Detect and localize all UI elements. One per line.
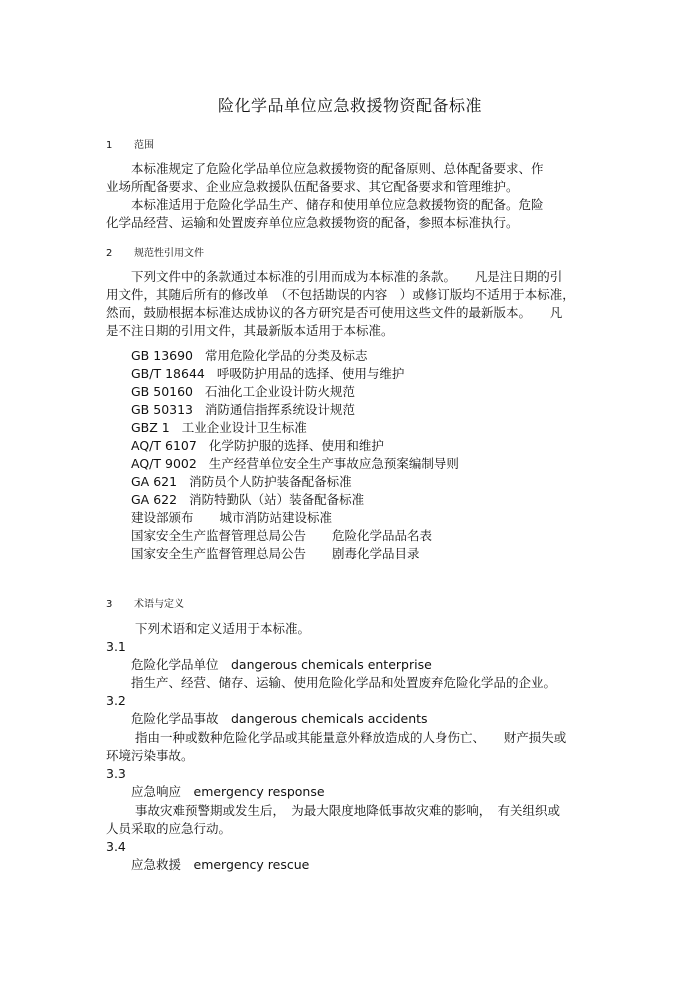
reference-code: AQ/T 6107 [131, 438, 197, 453]
reference-item [131, 544, 420, 562]
reference-code: GB 13690 [131, 348, 193, 363]
term-number: 3.2 [106, 693, 126, 708]
reference-name: 工业企业设计卫生标准 [181, 420, 307, 435]
reference-code: GB/T 18644 [131, 366, 205, 381]
reference-name: 消防员个人防护装备配备标准 [189, 474, 352, 489]
normative-line4: 是不注日期的引用文件，其最新版本适用于本标准。 [106, 323, 394, 338]
reference-code: 国家安全生产监督管理总局公告 [131, 528, 307, 543]
reference-code: 建设部颁布 [131, 510, 194, 525]
term-number: 3.4 [106, 839, 126, 854]
reference-name: 化学防护服的选择、使用和维护 [208, 438, 384, 453]
reference-code: GB 50313 [131, 402, 193, 417]
reference-item [131, 472, 352, 490]
reference-name: 剧毒化学品目录 [332, 546, 420, 561]
scope-para2-line1: 本标准适用于危险化学品生产、储存和使用单位应急救援物资的配备。危险 [131, 197, 544, 212]
term-definition: 事故灾难预警期或发生后， 为最大限度地降低事故灾难的影响， 有关组织或 [135, 803, 561, 818]
section-1-heading [106, 136, 154, 151]
normative-line1: 下列文件中的条款通过本标准的引用而成为本标准的条款。 凡是注日期的引 [131, 269, 563, 284]
scope-para1-line2: 业场所配备要求、企业应急救援队伍配备要求、其它配备要求和管理维护。 [106, 179, 519, 194]
reference-code: GA 621 [131, 474, 178, 489]
term-heading: 应急响应 emergency response [131, 784, 325, 799]
reference-code: GB 50160 [131, 384, 193, 399]
term-definition: 环境污染事故。 [106, 748, 194, 763]
term-heading: 危险化学品事故 dangerous chemicals accidents [131, 711, 428, 726]
reference-item [131, 436, 384, 454]
reference-code: GA 622 [131, 492, 178, 507]
section-number: 2 [106, 248, 113, 259]
reference-name: 危险化学品品名表 [332, 528, 433, 543]
term-heading: 应急救援 emergency rescue [131, 857, 310, 872]
reference-name: 消防通信指挥系统设计规范 [205, 402, 356, 417]
section-number: 3 [106, 599, 113, 610]
terms-intro: 下列术语和定义适用于本标准。 [135, 621, 311, 636]
reference-name: 城市消防站建设标准 [219, 510, 333, 525]
section-title: 范围 [134, 140, 154, 151]
document-title: 险化学品单位应急救援物资配备标准 [217, 96, 482, 115]
reference-name: 常用危险化学品的分类及标志 [205, 348, 368, 363]
reference-name: 消防特勤队（站）装备配备标准 [189, 492, 365, 507]
section-title: 规范性引用文件 [134, 248, 204, 259]
section-3-heading [106, 595, 184, 610]
reference-item [131, 418, 307, 436]
normative-line3: 然而，鼓励根据本标准达成协议的各方研究是否可使用这些文件的最新版本。 凡 [106, 305, 563, 320]
reference-item [131, 364, 404, 382]
term-heading: 危险化学品单位 dangerous chemicals enterprise [131, 657, 432, 672]
reference-name: 石油化工企业设计防火规范 [205, 384, 356, 399]
section-title: 术语与定义 [134, 599, 184, 610]
scope-para1-line1: 本标准规定了危险化学品单位应急救援物资的配备原则、总体配备要求、作 [131, 161, 544, 176]
term-number: 3.3 [106, 766, 126, 781]
reference-name: 呼吸防护用品的选择、使用与维护 [216, 366, 405, 381]
section-number: 1 [106, 140, 113, 151]
reference-item [131, 454, 459, 472]
reference-code: AQ/T 9002 [131, 456, 197, 471]
term-number: 3.1 [106, 639, 126, 654]
reference-code: GBZ 1 [131, 420, 170, 435]
reference-item [131, 508, 332, 526]
normative-line2: 用文件，其随后所有的修改单 （不包括勘误的内容 ）或修订版均不适用于本标准， [106, 287, 575, 302]
scope-para2-line2: 化学品经营、运输和处置废弃单位应急救援物资的配备，参照本标准执行。 [106, 215, 519, 230]
term-definition: 人员采取的应急行动。 [106, 821, 232, 836]
reference-item [131, 382, 355, 400]
term-definition: 指生产、经营、储存、运输、使用危险化学品和处置废弃危险化学品的企业。 [131, 675, 557, 690]
section-2-heading [106, 244, 204, 259]
term-definition: 指由一种或数种危险化学品或其能量意外释放造成的人身伤亡、 财产损失或 [135, 730, 567, 745]
reference-code: 国家安全生产监督管理总局公告 [131, 546, 307, 561]
reference-name: 生产经营单位安全生产事故应急预案编制导则 [208, 456, 459, 471]
reference-item [131, 490, 364, 508]
reference-item [131, 346, 368, 364]
reference-item [131, 526, 432, 544]
reference-item [131, 400, 355, 418]
